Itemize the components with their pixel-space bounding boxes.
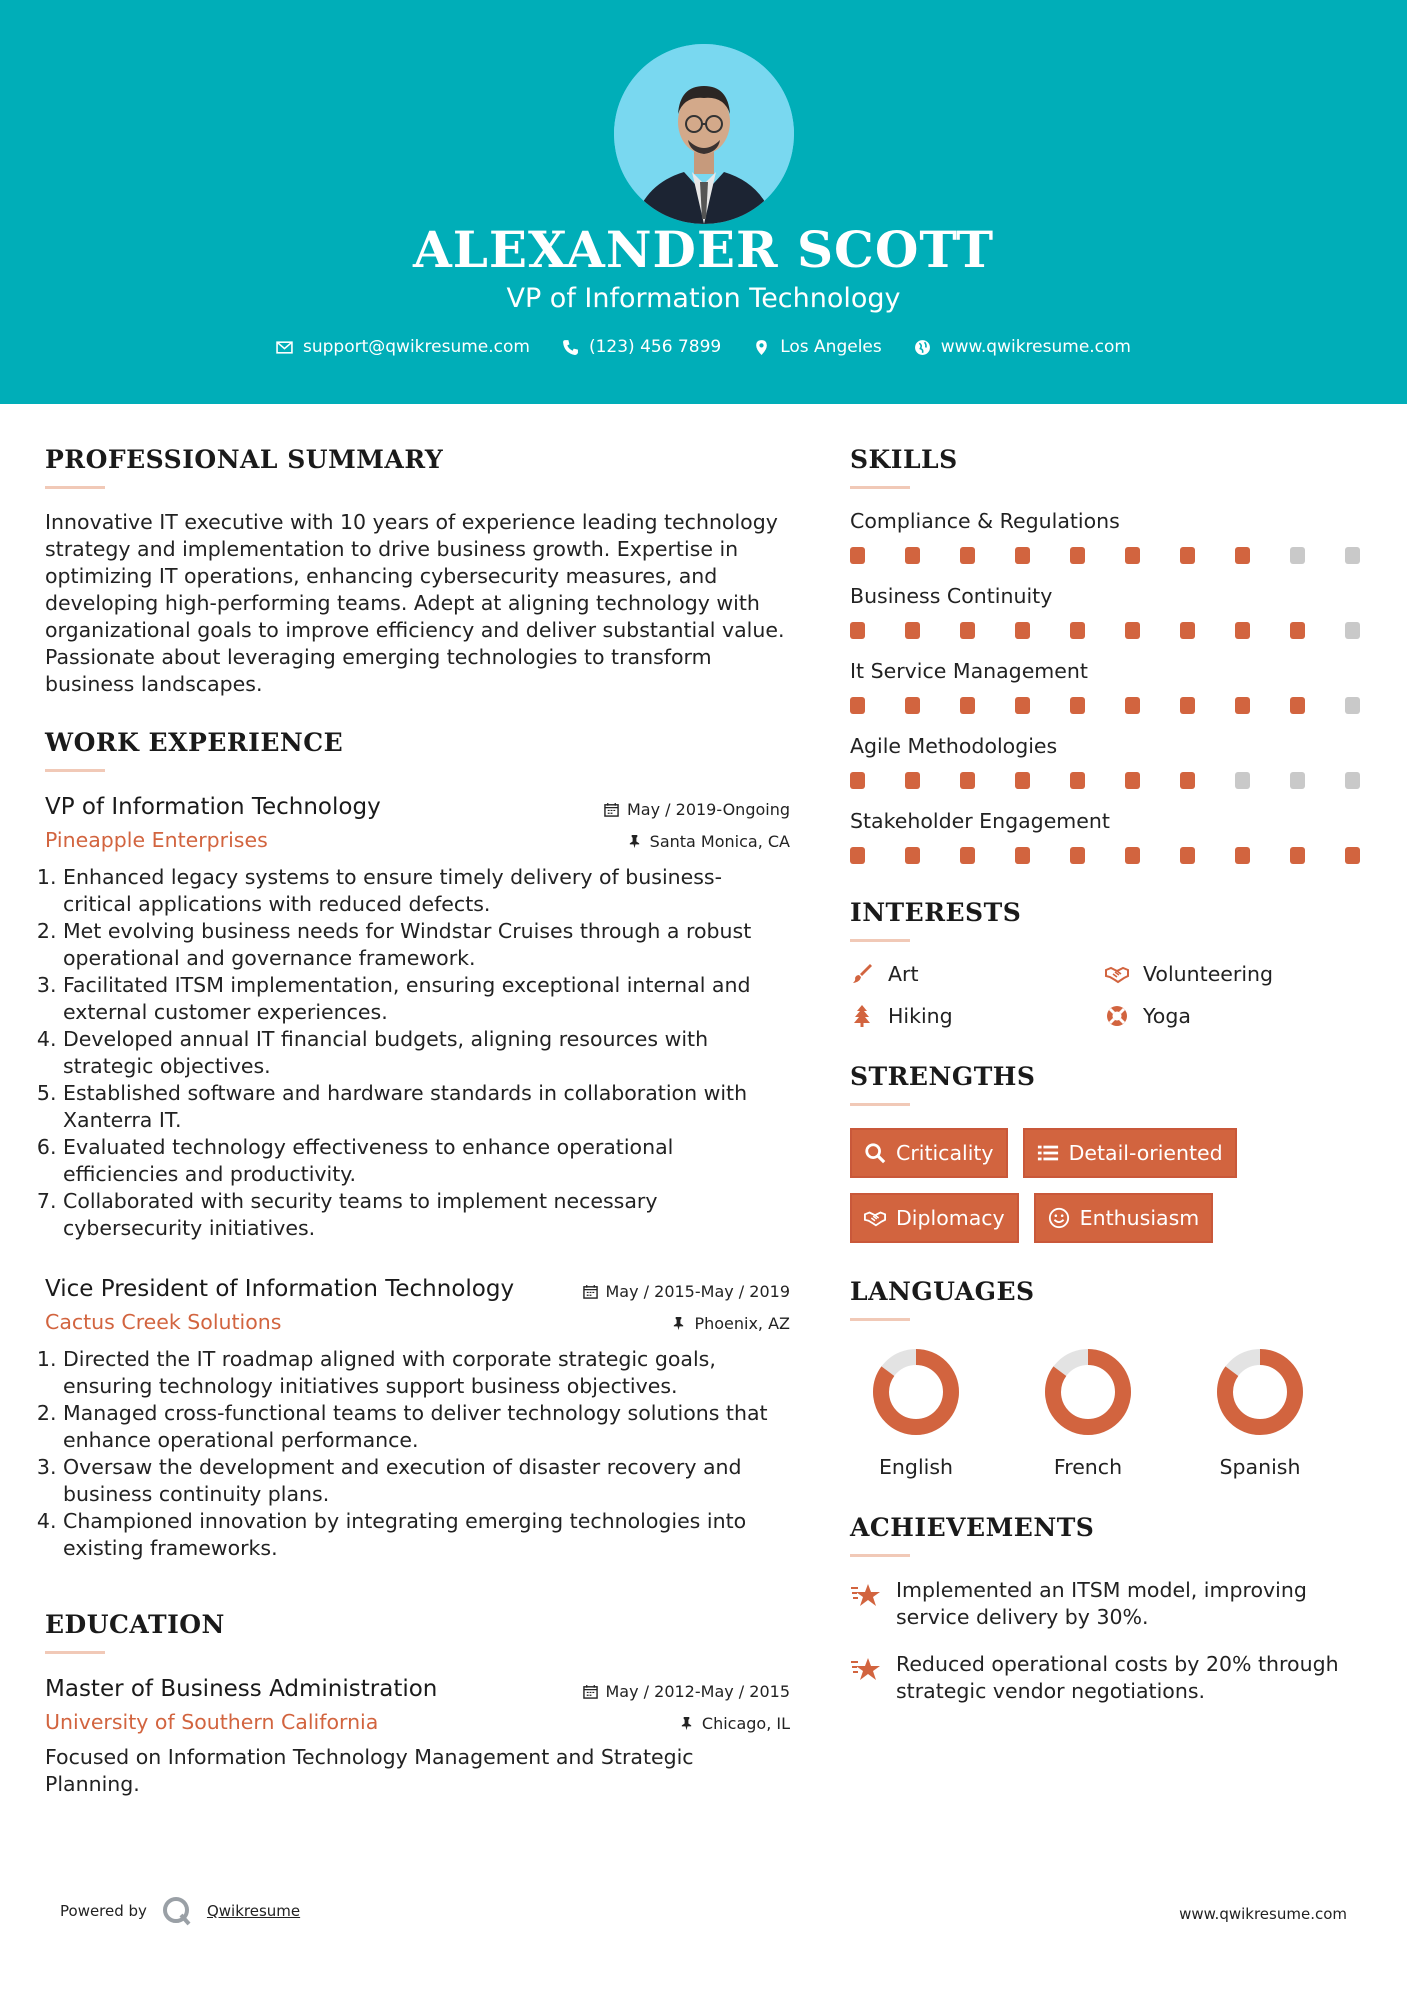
rating-dot [960,547,975,564]
rating-dot [1015,697,1030,714]
powered-by-text: Powered by [60,1902,147,1920]
education-location-text: Chicago, IL [701,1714,790,1733]
education-date-text: May / 2012-May / 2015 [605,1682,790,1701]
skill-rating [850,547,1360,564]
rating-dot [1125,772,1140,789]
school-name: University of Southern California [45,1710,379,1734]
job-location [671,1314,790,1333]
rating-dot [1235,622,1250,639]
rating-dot [905,622,920,639]
footer-powered [60,1895,300,1927]
section-title: INTERESTS [850,898,1022,927]
profile-photo [614,44,794,224]
rating-dot [850,697,865,714]
job-location [627,832,790,851]
rating-dot [1125,547,1140,564]
rating-dot [905,772,920,789]
section-title: WORK EXPERIENCE [45,728,344,757]
interests-grid [850,962,1370,1028]
degree-title: Master of Business Administration [45,1676,438,1702]
achievement-text: Reduced operational costs by 20% through strategic vendor negotiations. [896,1652,1339,1703]
job-location-text: Phoenix, AZ [694,1314,790,1333]
map-pin-icon [753,339,770,356]
brand-link[interactable]: Qwikresume [206,1902,301,1920]
skill-rating [850,697,1360,714]
strength-tag [1023,1128,1237,1178]
rating-dot [905,847,920,864]
rating-dot [850,847,865,864]
job-date-text: May / 2019-Ongoing [627,800,790,819]
handshake-icon [864,1207,886,1229]
section-title: PROFESSIONAL SUMMARY [45,445,444,474]
skill-item [850,809,1370,864]
skill-item [850,734,1370,789]
section-divider [45,486,105,489]
skill-name: Business Continuity [850,584,1053,608]
left-column [45,445,790,1798]
job-bullets [45,864,790,1242]
language-item [1198,1347,1322,1479]
skill-name: Compliance & Regulations [850,509,1120,533]
paintbrush-icon [850,962,874,986]
job-title: VP of Information Technology [45,794,381,820]
section-divider [850,1554,910,1557]
contact-bar [0,337,1407,357]
skill-name: Stakeholder Engagement [850,809,1110,833]
handshake-icon [1105,962,1129,986]
language-item [1026,1347,1150,1479]
section-title: EDUCATION [45,1610,225,1639]
summary-text: Innovative IT executive with 10 years of experience leading technology strategy and implementation to drive business growth. Expertise in optimizing IT operations, enhancing cybersecurity measures, and developing high-performing teams. Adept at aligning technology with organizational goals to improve efficiency and deliver substantial value. Passionate about leveraging emerging technologies to transform business landscapes. [45,510,785,696]
pushpin-icon [679,1716,694,1731]
strength-label: Enthusiasm [1079,1206,1200,1230]
star-icon [850,1579,882,1611]
experience-section [45,728,790,1562]
rating-dot [1345,697,1360,714]
pushpin-icon [671,1316,686,1331]
education-location [679,1714,790,1733]
rating-dot [1235,697,1250,714]
rating-dot [960,622,975,639]
languages-section [850,1277,1370,1479]
list-icon [1037,1142,1059,1164]
skill-item [850,509,1370,564]
envelope-icon [276,339,293,356]
rating-dot [850,622,865,639]
job-bullets [45,1346,790,1562]
rating-dot [960,772,975,789]
qwikresume-logo-icon [161,1895,193,1927]
language-name: English [878,1455,954,1479]
skill-rating [850,622,1360,639]
section-divider [850,939,910,942]
right-column [850,445,1370,1705]
achievement-item [850,1577,1370,1631]
job-date [604,800,790,819]
rating-dot [1345,622,1360,639]
skill-item [850,659,1370,714]
list-item: 5. Established software and hardware standards in collaboration with Xanterra IT. [63,1080,790,1134]
interest-item [850,1004,1105,1028]
website-text: www.qwikresume.com [940,337,1131,357]
contact-email[interactable] [276,337,530,357]
strength-label: Criticality [896,1141,994,1165]
calendar-icon [583,1284,598,1299]
rating-dot [1345,547,1360,564]
star-icon [850,1653,882,1685]
language-item [854,1347,978,1479]
job-date-text: May / 2015-May / 2019 [605,1282,790,1301]
language-name: French [1053,1455,1123,1479]
rating-dot [1180,847,1195,864]
skill-item [850,584,1370,639]
interest-label: Art [888,962,919,986]
globe-icon [914,339,931,356]
language-donut [1043,1347,1133,1437]
language-donut [871,1347,961,1437]
job-entry [45,794,790,1242]
job-location-text: Santa Monica, CA [649,832,790,851]
contact-website[interactable] [914,337,1131,357]
rating-dot [1235,772,1250,789]
section-divider [45,769,105,772]
interest-item [1105,1004,1360,1028]
language-list [850,1347,1370,1479]
rating-dot [850,772,865,789]
interests-section [850,898,1370,1028]
achievement-text: Implemented an ITSM model, improving service delivery by 30%. [896,1578,1307,1629]
rating-dot [1345,772,1360,789]
list-item: 4. Developed annual IT financial budgets, aligning resources with strategic objectives. [63,1026,790,1080]
rating-dot [1180,622,1195,639]
smile-icon [1048,1207,1070,1229]
strength-tag [850,1128,1008,1178]
strength-label: Detail-oriented [1068,1141,1223,1165]
list-item: 2. Managed cross-functional teams to deliver technology solutions that enhance operational performance. [63,1400,790,1454]
skills-list [850,509,1370,864]
section-divider [850,486,910,489]
rating-dot [1070,622,1085,639]
rating-dot [1125,622,1140,639]
rating-dot [1180,547,1195,564]
rating-dot [905,547,920,564]
rating-dot [1015,772,1030,789]
list-item: 4. Championed innovation by integrating emerging technologies into existing frameworks. [63,1508,790,1562]
list-item: 3. Facilitated ITSM implementation, ensuring exceptional internal and external customer experiences. [63,972,790,1026]
job-entry [45,1276,790,1562]
search-icon [864,1142,886,1164]
skill-rating [850,847,1360,864]
rating-dot [1015,622,1030,639]
skill-name: It Service Management [850,659,1088,683]
rating-dot [1235,547,1250,564]
rating-dot [905,697,920,714]
rating-dot [1070,772,1085,789]
rating-dot [1070,847,1085,864]
skills-section [850,445,1370,864]
tree-icon [850,1004,874,1028]
rating-dot [960,847,975,864]
interest-item [1105,962,1360,986]
phone-icon [562,339,579,356]
calendar-icon [583,1684,598,1699]
achievement-item [850,1651,1370,1705]
section-title: ACHIEVEMENTS [850,1513,1095,1542]
rating-dot [1180,772,1195,789]
strengths-section [850,1062,1370,1243]
education-entry [45,1676,790,1798]
section-divider [45,1651,105,1654]
rating-dot [1290,547,1305,564]
interest-item [850,962,1105,986]
strength-tag [1034,1193,1214,1243]
rating-dot [1015,847,1030,864]
footer-site[interactable]: www.qwikresume.com [1179,1905,1347,1923]
section-divider [850,1103,910,1106]
interest-label: Volunteering [1143,962,1274,986]
strength-label: Diplomacy [896,1206,1005,1230]
rating-dot [1290,622,1305,639]
calendar-icon [604,802,619,817]
contact-phone[interactable] [562,337,721,357]
strength-tags [850,1128,1370,1243]
section-title: SKILLS [850,445,958,474]
rating-dot [1345,847,1360,864]
candidate-role: VP of Information Technology [506,283,901,314]
job-company: Cactus Creek Solutions [45,1310,282,1334]
rating-dot [1290,847,1305,864]
list-item: 7. Collaborated with security teams to implement necessary cybersecurity initiatives. [63,1188,790,1242]
summary-section [45,445,790,698]
rating-dot [960,697,975,714]
strength-tag [850,1193,1019,1243]
lifebuoy-icon [1105,1004,1129,1028]
rating-dot [850,547,865,564]
skill-rating [850,772,1360,789]
list-item: 2. Met evolving business needs for Windstar Cruises through a robust operational and governance framework. [63,918,790,972]
email-text: support@qwikresume.com [303,337,530,357]
section-title: STRENGTHS [850,1062,1036,1091]
education-date [583,1682,791,1701]
list-item: 6. Evaluated technology effectiveness to enhance operational efficiencies and productivity. [63,1134,790,1188]
education-section [45,1610,790,1798]
list-item: 1. Directed the IT roadmap aligned with corporate strategic goals, ensuring technology initiatives support business objectives. [63,1346,790,1400]
section-title: LANGUAGES [850,1277,1035,1306]
skill-name: Agile Methodologies [850,734,1058,758]
language-name: Spanish [1219,1455,1301,1479]
rating-dot [1070,697,1085,714]
list-item: 1. Enhanced legacy systems to ensure timely delivery of business-critical applications with reduced defects. [63,864,790,918]
contact-location [753,337,882,357]
rating-dot [1180,697,1195,714]
job-company: Pineapple Enterprises [45,828,268,852]
rating-dot [1290,697,1305,714]
resume-header [0,0,1407,404]
interest-label: Yoga [1143,1004,1191,1028]
rating-dot [1070,547,1085,564]
rating-dot [1015,547,1030,564]
phone-text: (123) 456 7899 [588,337,722,357]
rating-dot [1290,772,1305,789]
pushpin-icon [627,834,642,849]
language-donut [1215,1347,1305,1437]
candidate-name: ALEXANDER SCOTT [412,220,995,279]
rating-dot [1125,847,1140,864]
achievements-section [850,1513,1370,1705]
job-date [583,1282,791,1301]
education-text: Focused on Information Technology Management and Strategic Planning. [45,1745,694,1796]
interest-label: Hiking [888,1004,953,1028]
location-text: Los Angeles [780,337,882,357]
rating-dot [1235,847,1250,864]
rating-dot [1125,697,1140,714]
section-divider [850,1318,910,1321]
job-title: Vice President of Information Technology [45,1276,515,1302]
list-item: 3. Oversaw the development and execution of disaster recovery and business continuity plans. [63,1454,790,1508]
